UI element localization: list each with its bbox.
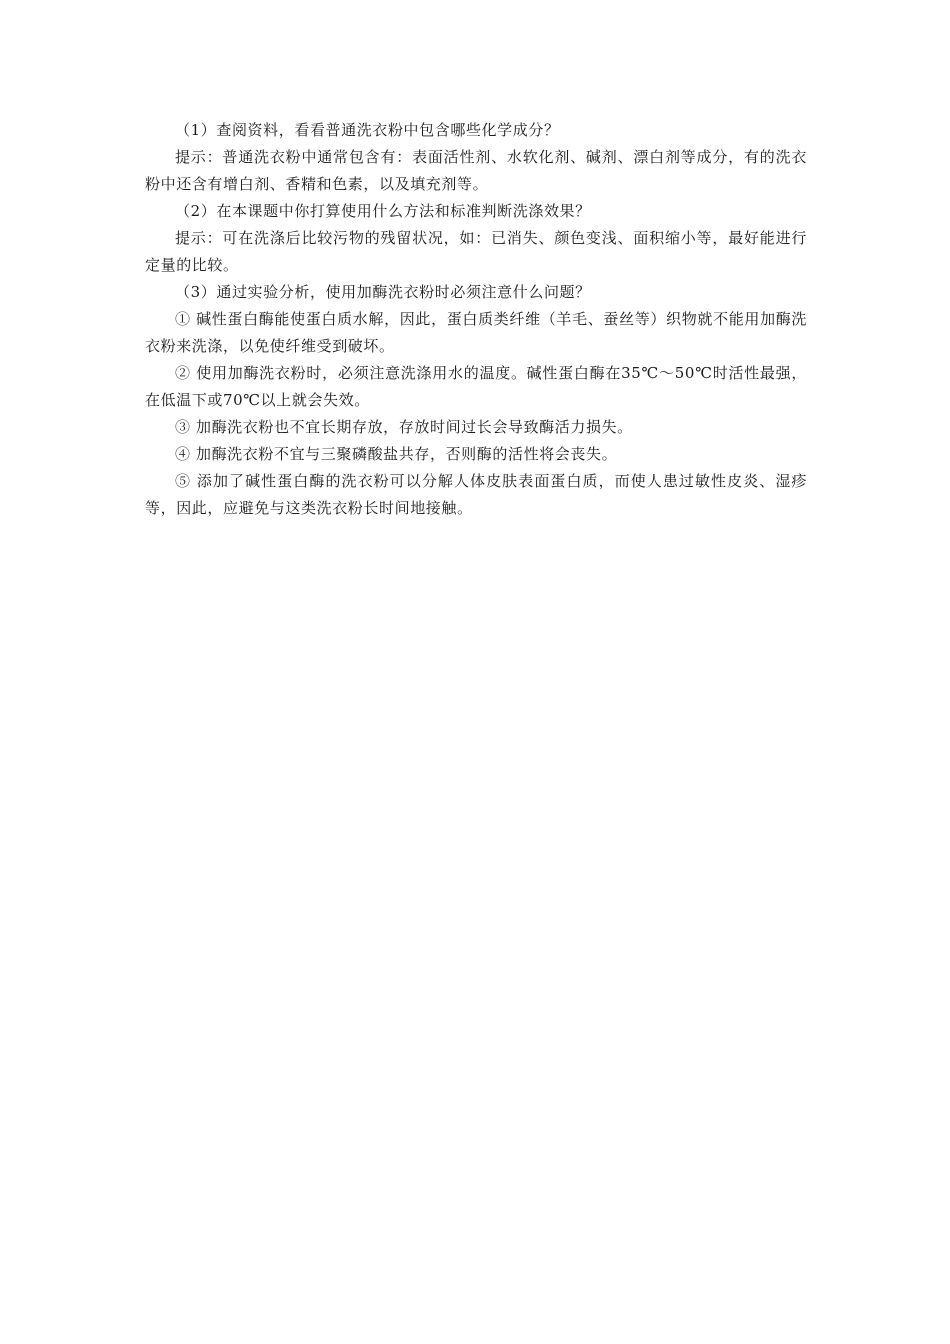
document-body — [145, 117, 807, 522]
note-item-4: ④ 加酶洗衣粉不宜与三聚磷酸盐共存，否则酶的活性将会丧失。 — [175, 445, 618, 463]
hint-1: 提示：普通洗衣粉中通常包含有：表面活性剂、水软化剂、碱剂、漂白剂等成分，有的洗衣粉中还含有增白剂、香精和色素，以及填充剂等。 — [145, 148, 807, 193]
question-3: （3）通过实验分析，使用加酶洗衣粉时必须注意什么问题？ — [175, 283, 591, 301]
hint-2: 提示：可在洗涤后比较污物的残留状况，如：已消失、颜色变浅、面积缩小等，最好能进行定量的比较。 — [145, 229, 807, 274]
question-2: （2）在本课题中你打算使用什么方法和标准判断洗涤效果？ — [175, 202, 591, 220]
question-1: （1）查阅资料，看看普通洗衣粉中包含哪些化学成分？ — [175, 121, 560, 139]
note-item-5: ⑤ 添加了碱性蛋白酶的洗衣粉可以分解人体皮肤表面蛋白质，而使人患过敏性皮炎、湿疹等，因此，应避免与这类洗衣粉长时间地接触。 — [145, 472, 807, 517]
note-item-3: ③ 加酶洗衣粉也不宜长期存放，存放时间过长会导致酶活力损失。 — [175, 418, 633, 436]
note-item-2: ② 使用加酶洗衣粉时，必须注意洗涤用水的温度。碱性蛋白酶在35℃～50℃时活性最强，在低温下或70℃以上就会失效。 — [145, 364, 807, 409]
note-item-1: ① 碱性蛋白酶能使蛋白质水解，因此，蛋白质类纤维（羊毛、蚕丝等）织物就不能用加酶洗衣粉来洗涤，以免使纤维受到破坏。 — [145, 310, 807, 355]
